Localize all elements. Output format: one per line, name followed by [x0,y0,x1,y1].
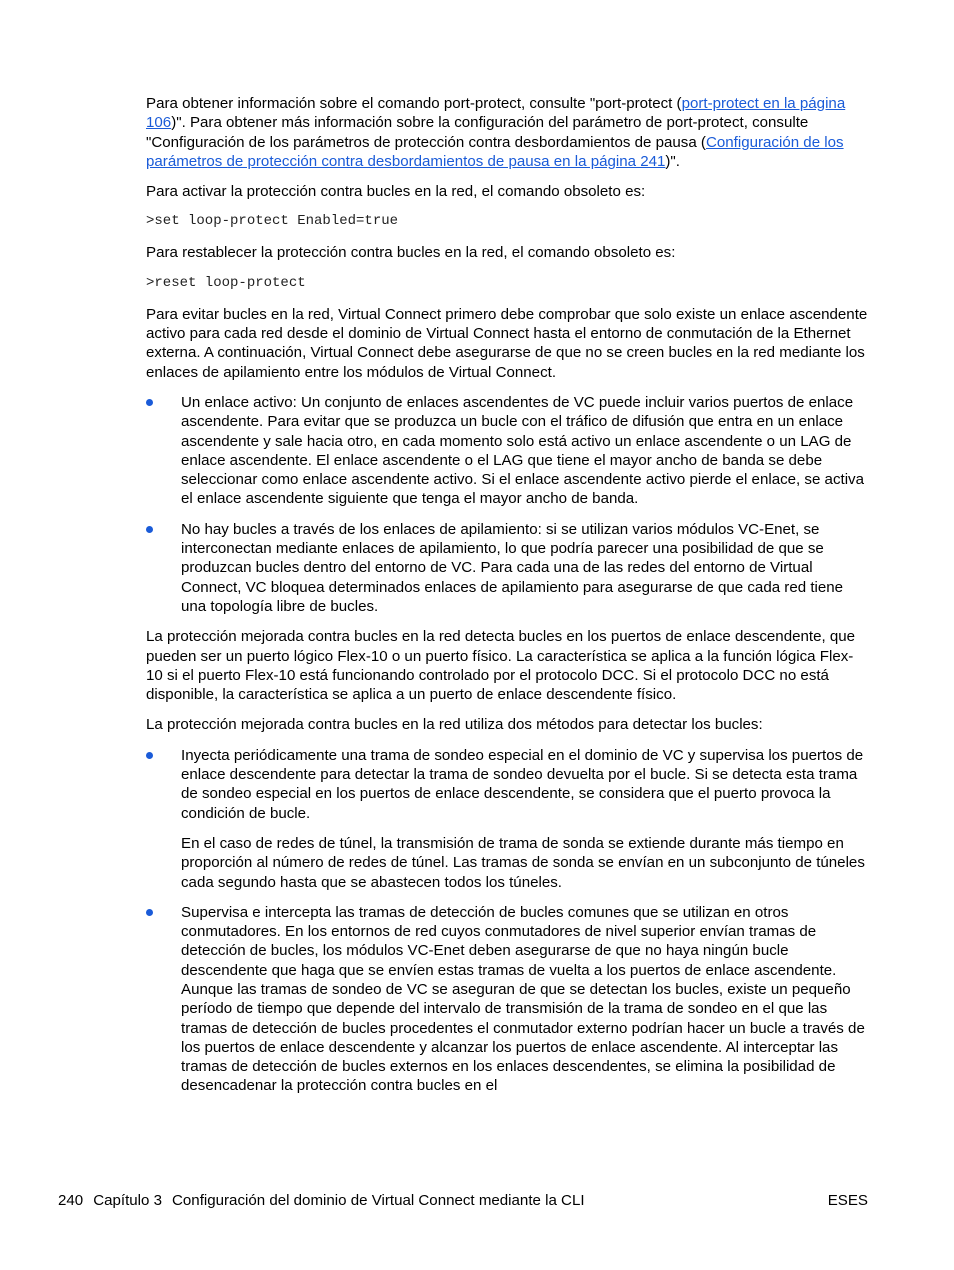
footer-left [58,1191,595,1211]
chapter-label: Capítulo 3 [93,1192,162,1209]
bullet-icon [146,526,153,533]
reset-paragraph: Para restablecer la protección contra bucles en la red, el comando obsoleto es: [146,244,676,262]
chapter-title: Configuración del dominio de Virtual Connect mediante la CLI [172,1192,585,1209]
intro-text-2: )". Para obtener más información sobre la configuración del parámetro de port-protect, consulte "Configuración de los parámetros de protección contra desbordamientos de pausa ( [146,114,809,151]
list-item-text: Supervisa e intercepta las tramas de detección de bucles comunes que se utilizan en otros conmutadores. En los entornos de red cuyos conmutadores de nivel superior envían tramas de detección de bucles, los módulos VC-Enet deben asegurarse de que no haya ningún bucle descendente que haga que se envíen estas tramas de vuelta a los puertos de enlace ascendente. Aunque las tramas de sondeo de VC se aseguran de que se detectan los bucles, existe un pequeño período de tiempo que depende del intervalo de transmisión de la trama de sondeo en el que las tramas de detección de bucles procedentes el conmutador externo podrían hacer un bucle a través de los puertos de enlace descendente y alcanzar los puertos de enlace ascendente. Al interceptar las tramas de detección de bucles externos en los enlaces descendentes, se elimina la posibilidad de desencadenar la protección contra bucles en el [181,903,865,1095]
port-protect-link[interactable]: port-protect en la página 106 [146,95,846,132]
enable-paragraph: Para activar la protección contra bucles en la red, el comando obsoleto es: [146,183,646,201]
pause-flood-link[interactable]: Configuración de los parámetros de protección contra desbordamientos de pausa en la página 241 [146,133,844,170]
bullet-icon [146,399,153,406]
list-item-subparagraph: En el caso de redes de túnel, la transmisión de trama de sonda se extiende durante más tiempo en proporción al número de redes de túnel. Las tramas de sonda se envían en un subconjunto de túneles cada segundo hasta que se abastecen todos los túneles. [181,834,865,891]
bullet-list-2 [146,746,868,1096]
list-item-text: No hay bucles a través de los enlaces de apilamiento: si se utilizan varios módulos VC-Enet, se interconectan mediante enlaces de apilamiento, lo que podría parecer una posibilidad de que se produzcan bucles dentro del entorno de VC. Para cada una de las redes del entorno de Virtual Connect, VC bloquea determinados enlaces de apilamiento para asegurarse de que cada red tiene una topología libre de bucles. [181,520,844,615]
list-item-text: Inyecta periódicamente una trama de sondeo especial en el dominio de VC y supervisa los puertos de enlace descendente para detectar la trama de sondeo devuelta por el bucle. Si se detecta esta trama de sondeo especial en los puertos de enlace descendente, se considera que el puerto provoca la condición de bucle. [181,746,864,822]
methods-paragraph: La protección mejorada contra bucles en la red utiliza dos métodos para detectar los bucles: [146,716,763,734]
list-item [146,520,868,616]
intro-text-3: )". [665,152,680,170]
avoid-loops-paragraph: Para evitar bucles en la red, Virtual Connect primero debe comprobar que solo existe un enlace ascendente activo para cada red desde el dominio de Virtual Connect hasta el entorno de conmutación de la Ethernet externa. A continuación, Virtual Connect debe asegurarse de que no se creen bucles en la red mediante los enlaces de apilamiento entre los módulos de Virtual Connect. [146,305,868,381]
bullet-icon [146,752,153,759]
list-item-text: Un enlace activo: Un conjunto de enlaces ascendentes de VC puede incluir varios puertos de enlace ascendente. Para evitar que se produzca un bucle con el tráfico de difusión que entra en un enlace ascendente y sale hacia otro, en cada momento solo está activo un enlace ascendente o un LAG de enlace ascendente. El enlace ascendente o el LAG que tiene el mayor ancho de banda se debe seleccionar como enlace ascendente activo. Si el enlace ascendente activo pierde el enlace, se activa el enlace ascendente siguiente que tenga el mayor ancho de banda. [181,393,864,508]
list-item [146,393,868,509]
page-number: 240 [58,1192,84,1209]
list-item [146,746,868,892]
code-reset-loop-protect: >reset loop-protect [146,274,306,291]
enhanced-protection-paragraph: La protección mejorada contra bucles en la red detecta bucles en los puertos de enlace descendente, que pueden ser un puerto lógico Flex-10 o un puerto físico. La característica se aplica a la función lógica Flex-10 si el puerto Flex-10 está funcionando controlado por el protocolo DCC. Si el protocolo DCC no está disponible, la característica se aplica a un puerto de enlace descendente físico. [146,628,856,704]
language-code: ESES [827,1192,868,1209]
bullet-list-1 [146,393,868,616]
code-set-loop-protect: >set loop-protect Enabled=true [146,213,399,230]
page-footer [58,1191,868,1211]
intro-text-1: Para obtener información sobre el comando port-protect, consulte "port-protect ( [146,95,682,112]
list-item [146,903,868,1096]
page-content [146,94,868,1107]
intro-paragraph [146,94,868,171]
bullet-icon [146,909,153,916]
